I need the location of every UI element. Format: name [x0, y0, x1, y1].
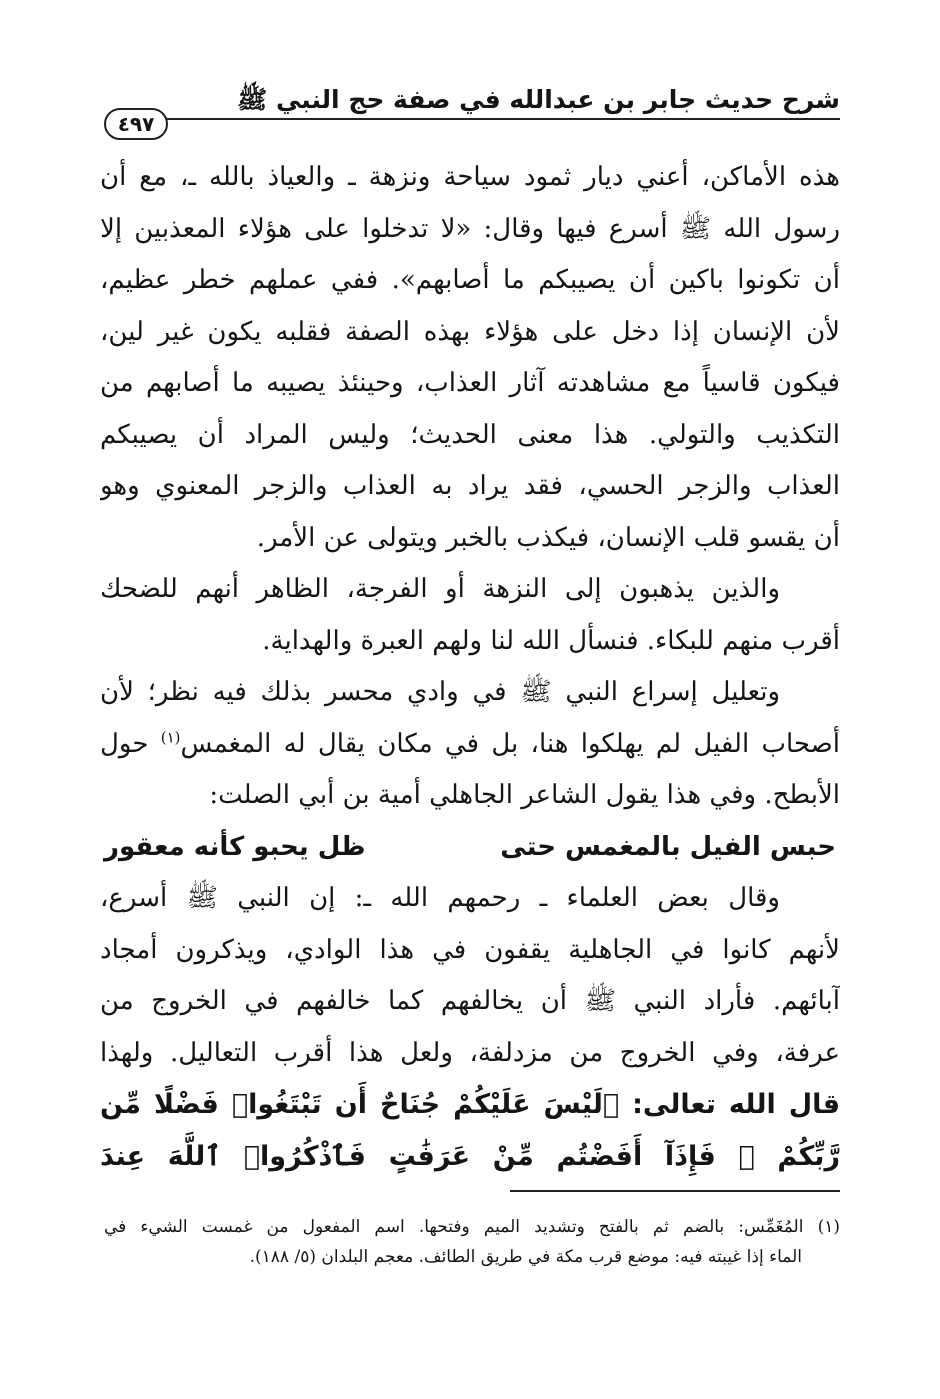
text-line: أن تكونوا باكين أن يصيبكم ما أصابهم». ففي عملهم خطر عظيم،: [100, 265, 840, 295]
text-line: والذين يذهبون إلى النزهة أو الفرجة، الظاهر أنهم للضحك: [100, 574, 780, 604]
text-line: أن يقسو قلب الإنسان، فيكذب بالخبر ويتولى عن الأمر.: [256, 522, 840, 553]
text-line: رسول الله ﷺ أسرع فيها وقال: «لا تدخلوا على هؤلاء المعذبين إلا: [100, 213, 840, 244]
footnote-marker: (١): [160, 727, 181, 746]
running-title: شرح حديث جابر بن عبدالله في صفة حج النبي ﷺ: [237, 85, 840, 114]
text-line: لأنهم كانوا في الجاهلية يقفون في هذا الوادي، ويذكرون أمجاد: [100, 934, 840, 965]
text-line: أقرب منهم للبكاء. فنسأل الله لنا ولهم العبرة والهداية.: [262, 625, 840, 656]
text-fragment: حول: [100, 728, 161, 759]
text-line: لأن الإنسان إذا دخل على هؤلاء بهذه الصفة فقلبه يكون غير لين،: [100, 316, 840, 347]
footnotes: [104, 1212, 840, 1272]
text-line-with-footnote: [100, 719, 840, 771]
quran-verse-line: رَّبِّكُمْ ۚ فَإِذَآ أَفَضْتُم مِّنْ عَرَفَٰتٍ فَٱذْكُرُوا۟ ٱللَّهَ عِندَ: [100, 1140, 840, 1172]
text-fragment: أصحاب الفيل لم يهلكوا هنا، بل في مكان يقال له المغمس: [180, 728, 840, 759]
text-line: وتعليل إسراع النبي ﷺ في وادي محسر بذلك فيه نظر؛ لأن: [100, 677, 780, 707]
text-line: هذه الأماكن، أعني ديار ثمود سياحة ونزهة ـ والعياذ بالله ـ، مع أن: [100, 162, 840, 192]
text-line: وقال بعض العلماء ـ رحمهم الله ـ: إن النبي ﷺ أسرع،: [100, 883, 780, 913]
quran-verse-line: قال الله تعالى: ﴿لَيْسَ عَلَيْكُمْ جُنَاحٌ أَن تَبْتَغُوا۟ فَضْلًا مِّن: [100, 1089, 840, 1120]
footnote-line: الماء إذا غيبته فيه: موضع قرب مكة في طريق الطائف. معجم البلدان (٥/ ١٨٨).: [249, 1247, 802, 1267]
footnote-separator: [510, 1190, 840, 1192]
text-line: التكذيب والتولي. هذا معنى الحديث؛ وليس المراد أن يصيبكم: [100, 419, 840, 450]
poetry-verse: [100, 822, 840, 874]
text-line: الأبطح. وفي هذا يقول الشاعر الجاهلي أمية بن أبي الصلت:: [209, 780, 840, 810]
header-rule: [160, 118, 840, 120]
footnote-line: (١) المُغَمِّس: بالضم ثم بالفتح وتشديد الميم وفتحها. اسم المفعول من غمست الشيء في: [104, 1217, 840, 1237]
text-line: العذاب والزجر الحسي، فقد يراد به العذاب والزجر المعنوي وهو: [100, 471, 840, 501]
text-line: فيكون قاسياً مع مشاهدته آثار العذاب، وحينئذ يصيبه ما أصابهم من: [100, 368, 840, 398]
verse-first-hemistich: حبس الفيل بالمغمس حتى: [500, 831, 836, 862]
verse-second-hemistich: ظل يحبو كأنه معقور: [104, 831, 366, 862]
main-text: [100, 152, 840, 1182]
text-line: آبائهم. فأراد النبي ﷺ أن يخالفهم كما خالفهم في الخروج من: [100, 986, 840, 1016]
text-line: عرفة، وفي الخروج من مزدلفة، ولعل هذا أقرب التعاليل. ولهذا: [100, 1037, 840, 1068]
page-number: ٤٩٧: [104, 108, 168, 140]
